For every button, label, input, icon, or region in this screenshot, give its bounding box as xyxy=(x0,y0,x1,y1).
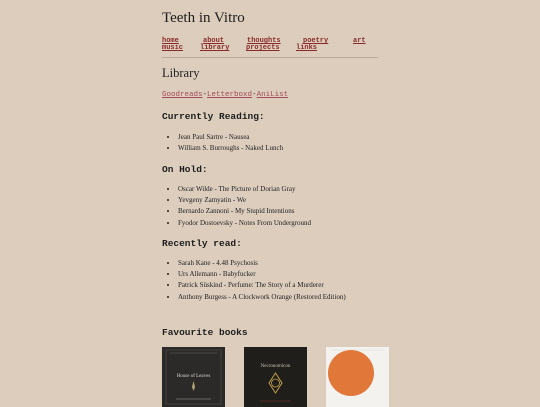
list-item: • Bernardo Zannoni - My Stupid Intentions xyxy=(178,206,311,217)
currently-reading-list xyxy=(162,132,283,154)
anilist-link[interactable]: AniList xyxy=(256,91,289,99)
cover-art xyxy=(244,347,307,407)
nav-link-projects[interactable]: projects xyxy=(246,44,280,52)
page-title: Library xyxy=(162,66,200,80)
book-cover-house-of-leaves[interactable] xyxy=(162,347,225,407)
cover-title: House of Leaves xyxy=(176,374,211,379)
list-item: • Sarah Kane - 4.48 Psychosis xyxy=(178,258,346,269)
list-item: • Urs Allemann - Babyfucker xyxy=(178,269,346,280)
on-hold-list xyxy=(162,184,311,229)
list-item: • Oscar Wilde - The Picture of Dorian Gray xyxy=(178,184,311,195)
nav-link-thoughts[interactable]: thoughts xyxy=(247,37,281,45)
list-item: • Yevgeny Zamyatin - We xyxy=(178,195,311,206)
letterboxd-link[interactable]: Letterboxd xyxy=(207,91,253,99)
list-item: • Jean Paul Sartre - Nausea xyxy=(178,132,283,143)
list-item: • William S. Burroughs - Naked Lunch xyxy=(178,143,283,154)
nav-link-about[interactable]: about xyxy=(203,37,225,45)
nav-link-links[interactable]: links xyxy=(296,44,318,52)
nav-link-music[interactable]: music xyxy=(162,44,184,52)
main-nav xyxy=(162,38,378,54)
recently-read-list xyxy=(162,258,346,303)
nav-link-library[interactable]: library xyxy=(200,44,230,52)
on-hold-heading: On Hold: xyxy=(162,164,208,175)
cover-art xyxy=(326,347,389,407)
site-title: Teeth in Vitro xyxy=(162,10,245,26)
favourite-books-heading: Favourite books xyxy=(162,327,248,338)
list-item: • Anthony Burgess - A Clockwork Orange (Restored Edition) xyxy=(178,292,346,303)
nav-link-poetry[interactable]: poetry xyxy=(303,37,329,45)
book-cover-orange-circle[interactable] xyxy=(326,347,389,407)
book-cover-necronomicon[interactable] xyxy=(244,347,307,407)
external-links xyxy=(162,91,288,99)
link-separator: - xyxy=(202,91,208,99)
list-item: • Patrick Süskind - Perfume: The Story of a Murderer xyxy=(178,280,346,291)
nav-link-art[interactable]: art xyxy=(353,37,366,45)
cover-art xyxy=(162,347,225,407)
currently-reading-heading: Currently Reading: xyxy=(162,111,265,122)
nav-divider xyxy=(162,57,378,58)
link-separator: - xyxy=(252,91,257,99)
nav-link-home[interactable]: home xyxy=(162,37,179,45)
recently-read-heading: Recently read: xyxy=(162,238,242,249)
list-item: • Fyodor Dostoevsky - Notes From Underground xyxy=(178,218,311,229)
cover-title: Necronomicon xyxy=(260,364,291,369)
goodreads-link[interactable]: Goodreads xyxy=(162,91,203,99)
